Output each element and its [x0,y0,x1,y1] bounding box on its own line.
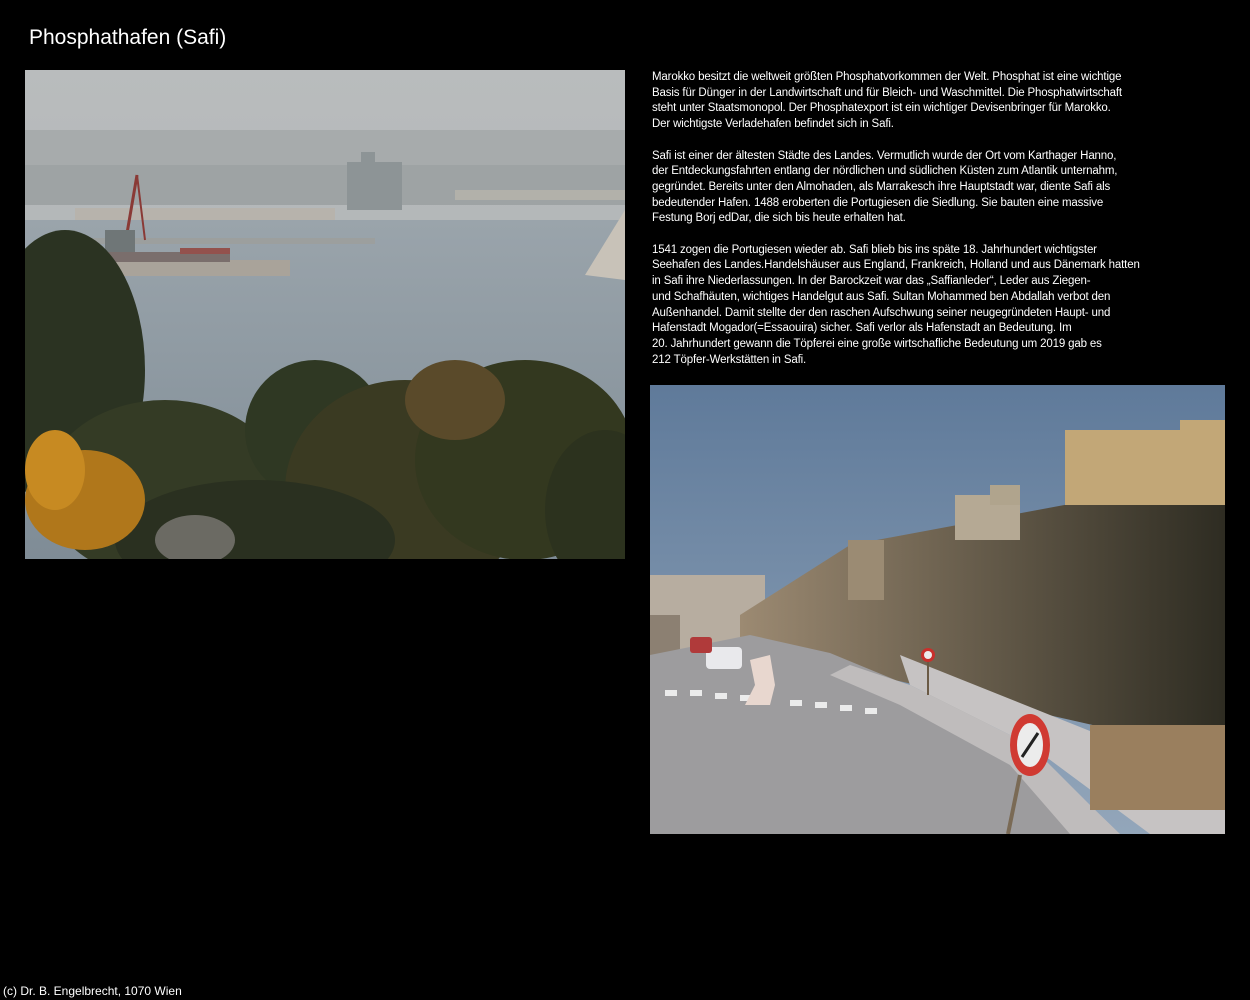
text-line: und Schafhäuten, wichtiges Handelgut aus Safi. Sultan Mohammed ben Abdallah verbot den [652,290,1111,303]
text-line: Safi ist einer der ältesten Städte des Landes. Vermutlich wurde der Ort vom Karthager Hanno, [652,149,1117,162]
text-line: 20. Jahrhundert gewann die Töpferei eine große wirtschafliche Bedeutung um 2019 gab es [652,337,1102,350]
text-line: 1541 zogen die Portugiesen wieder ab. Safi blieb bis ins späte 18. Jahrhundert wichtigster [652,243,1097,256]
text-line: Der wichtigste Verladehafen befindet sich in Safi. [652,118,894,131]
fortress-photo-drawing [650,385,1225,834]
harbor-photo [25,70,625,559]
harbor-photo-drawing [25,70,625,559]
page-title: Phosphathafen (Safi) [29,26,227,49]
text-line: 212 Töpfer-Werkstätten in Safi. [652,353,807,366]
text-line: bedeutender Hafen. 1488 eroberten die Portugiesen die Siedlung. Sie bauten eine massive [652,196,1104,209]
text-line: Seehafen des Landes.Handelshäuser aus England, Frankreich, Holland und aus Dänemark hatten [652,259,1140,272]
copyright-footer: (c) Dr. B. Engelbrecht, 1070 Wien [3,984,182,998]
text-line: Hafenstadt Mogador(=Essaouira) sicher. Safi verlor als Hafenstadt an Bedeutung. Im [652,322,1072,335]
fortress-photo [650,385,1225,834]
text-line: der Entdeckungsfahrten entlang der nördlichen und südlichen Küsten zum Atlantik unternahm, [652,165,1118,178]
text-line: gegründet. Bereits unter den Almohaden, als Marrakesch ihre Hauptstadt war, diente Safi als [652,180,1111,193]
article-paragraph-2 [652,149,1212,228]
text-line: steht unter Staatsmonopol. Der Phosphatexport ist ein wichtiger Devisenbringer für Marokko. [652,102,1111,115]
text-line: Marokko besitzt die weltweit größten Phosphatvorkommen der Welt. Phosphat ist eine wichtige [652,71,1122,83]
article-paragraph-3 [652,243,1212,369]
text-line: in Safi ihre Niederlassungen. In der Barockzeit war das „Saffianleder“, Leder aus Ziegen- [652,275,1091,288]
article-text [652,70,1212,384]
text-line: Festung Borj edDar, die sich bis heute erhalten hat. [652,212,906,225]
text-line: Außenhandel. Damit stellte der den raschen Aufschwung seiner neugegründeten Haupt- und [652,306,1111,319]
article-paragraph-1 [652,70,1212,133]
text-line: Basis für Dünger in der Landwirtschaft und für Bleich- und Waschmittel. Die Phosphatwirtschaft [652,86,1122,99]
